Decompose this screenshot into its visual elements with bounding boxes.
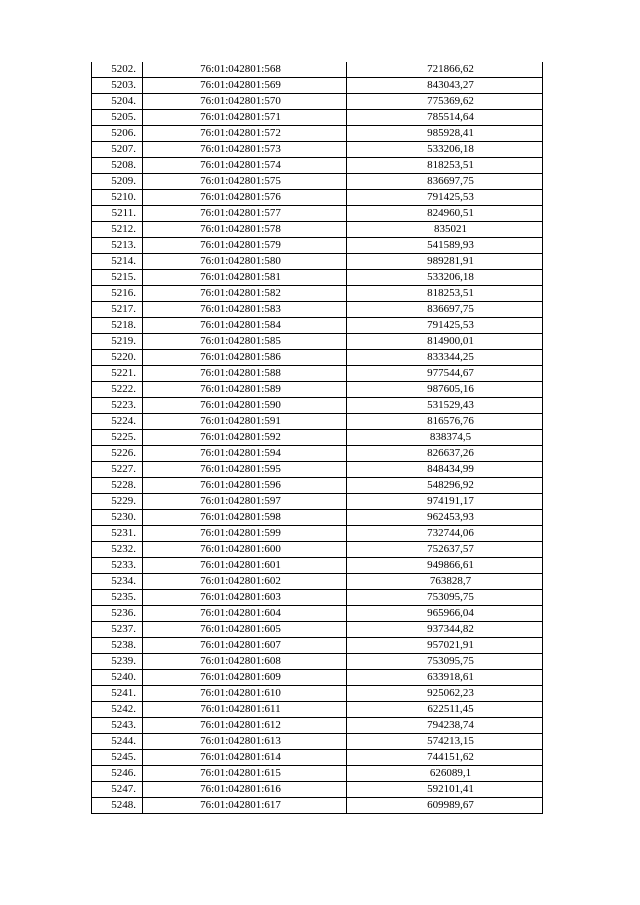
row-number-cell: 5216.: [92, 286, 143, 302]
row-number-cell: 5207.: [92, 142, 143, 158]
table-row: [92, 350, 543, 366]
row-number-cell: 5239.: [92, 654, 143, 670]
value-cell: 622511,45: [347, 702, 543, 718]
row-number-cell: 5242.: [92, 702, 143, 718]
cadastral-number-cell: 76:01:042801:607: [143, 638, 347, 654]
row-number-cell: 5218.: [92, 318, 143, 334]
value-cell: 533206,18: [347, 142, 543, 158]
cadastral-number-cell: 76:01:042801:603: [143, 590, 347, 606]
table-row: [92, 766, 543, 782]
row-number-cell: 5222.: [92, 382, 143, 398]
table-row: [92, 270, 543, 286]
row-number-cell: 5205.: [92, 110, 143, 126]
value-cell: 609989,67: [347, 798, 543, 814]
value-cell: 633918,61: [347, 670, 543, 686]
cadastral-number-cell: 76:01:042801:594: [143, 446, 347, 462]
value-cell: 574213,15: [347, 734, 543, 750]
value-cell: 533206,18: [347, 270, 543, 286]
table-row: [92, 638, 543, 654]
value-cell: 752637,57: [347, 542, 543, 558]
table-row: [92, 190, 543, 206]
cadastral-number-cell: 76:01:042801:604: [143, 606, 347, 622]
cadastral-number-cell: 76:01:042801:576: [143, 190, 347, 206]
table-row: [92, 110, 543, 126]
cadastral-number-cell: 76:01:042801:572: [143, 126, 347, 142]
cadastral-number-cell: 76:01:042801:612: [143, 718, 347, 734]
table-row: [92, 606, 543, 622]
value-cell: 833344,25: [347, 350, 543, 366]
value-cell: 791425,53: [347, 190, 543, 206]
row-number-cell: 5208.: [92, 158, 143, 174]
row-number-cell: 5236.: [92, 606, 143, 622]
row-number-cell: 5204.: [92, 94, 143, 110]
value-cell: 989281,91: [347, 254, 543, 270]
value-cell: 962453,93: [347, 510, 543, 526]
table-row: [92, 622, 543, 638]
row-number-cell: 5246.: [92, 766, 143, 782]
value-cell: 838374,5: [347, 430, 543, 446]
row-number-cell: 5209.: [92, 174, 143, 190]
value-cell: 843043,27: [347, 78, 543, 94]
row-number-cell: 5244.: [92, 734, 143, 750]
value-cell: 985928,41: [347, 126, 543, 142]
table-row: [92, 158, 543, 174]
cadastral-number-cell: 76:01:042801:578: [143, 222, 347, 238]
table-row: [92, 750, 543, 766]
value-cell: 977544,67: [347, 366, 543, 382]
table-row: [92, 462, 543, 478]
cadastral-number-cell: 76:01:042801:575: [143, 174, 347, 190]
value-cell: 592101,41: [347, 782, 543, 798]
table-row: [92, 254, 543, 270]
table-row: [92, 510, 543, 526]
row-number-cell: 5243.: [92, 718, 143, 734]
cadastral-number-cell: 76:01:042801:608: [143, 654, 347, 670]
row-number-cell: 5225.: [92, 430, 143, 446]
value-cell: 836697,75: [347, 174, 543, 190]
cadastral-number-cell: 76:01:042801:602: [143, 574, 347, 590]
row-number-cell: 5231.: [92, 526, 143, 542]
row-number-cell: 5221.: [92, 366, 143, 382]
value-cell: 925062,23: [347, 686, 543, 702]
table-row: [92, 382, 543, 398]
table-row: [92, 590, 543, 606]
table-row: [92, 398, 543, 414]
table-row: [92, 302, 543, 318]
row-number-cell: 5203.: [92, 78, 143, 94]
table-row: [92, 318, 543, 334]
table-row: [92, 574, 543, 590]
table-row: [92, 702, 543, 718]
table-row: [92, 126, 543, 142]
cadastral-number-cell: 76:01:042801:588: [143, 366, 347, 382]
row-number-cell: 5240.: [92, 670, 143, 686]
value-cell: 937344,82: [347, 622, 543, 638]
row-number-cell: 5238.: [92, 638, 143, 654]
row-number-cell: 5212.: [92, 222, 143, 238]
value-cell: 965966,04: [347, 606, 543, 622]
cadastral-number-cell: 76:01:042801:609: [143, 670, 347, 686]
row-number-cell: 5206.: [92, 126, 143, 142]
row-number-cell: 5214.: [92, 254, 143, 270]
row-number-cell: 5229.: [92, 494, 143, 510]
value-cell: 987605,16: [347, 382, 543, 398]
row-number-cell: 5227.: [92, 462, 143, 478]
table-row: [92, 734, 543, 750]
row-number-cell: 5226.: [92, 446, 143, 462]
row-number-cell: 5247.: [92, 782, 143, 798]
table-row: [92, 174, 543, 190]
value-cell: 753095,75: [347, 654, 543, 670]
value-cell: 818253,51: [347, 286, 543, 302]
table-row: [92, 654, 543, 670]
row-number-cell: 5217.: [92, 302, 143, 318]
value-cell: 775369,62: [347, 94, 543, 110]
row-number-cell: 5215.: [92, 270, 143, 286]
table-row: [92, 718, 543, 734]
table-row: [92, 798, 543, 814]
cadastral-number-cell: 76:01:042801:599: [143, 526, 347, 542]
cadastral-number-cell: 76:01:042801:592: [143, 430, 347, 446]
table-row: [92, 206, 543, 222]
table-row: [92, 334, 543, 350]
row-number-cell: 5228.: [92, 478, 143, 494]
table-row: [92, 286, 543, 302]
cadastral-number-cell: 76:01:042801:581: [143, 270, 347, 286]
row-number-cell: 5235.: [92, 590, 143, 606]
cadastral-value-table: [91, 62, 543, 814]
table-row: [92, 446, 543, 462]
table-row: [92, 94, 543, 110]
cadastral-number-cell: 76:01:042801:613: [143, 734, 347, 750]
value-cell: 791425,53: [347, 318, 543, 334]
row-number-cell: 5233.: [92, 558, 143, 574]
value-cell: 949866,61: [347, 558, 543, 574]
value-cell: 794238,74: [347, 718, 543, 734]
table-row: [92, 78, 543, 94]
table-row: [92, 494, 543, 510]
table-row: [92, 222, 543, 238]
table-row: [92, 366, 543, 382]
cadastral-number-cell: 76:01:042801:577: [143, 206, 347, 222]
value-cell: 814900,01: [347, 334, 543, 350]
value-cell: 816576,76: [347, 414, 543, 430]
value-cell: 835021: [347, 222, 543, 238]
row-number-cell: 5232.: [92, 542, 143, 558]
value-cell: 721866,62: [347, 62, 543, 78]
cadastral-number-cell: 76:01:042801:614: [143, 750, 347, 766]
row-number-cell: 5223.: [92, 398, 143, 414]
cadastral-number-cell: 76:01:042801:591: [143, 414, 347, 430]
table-row: [92, 526, 543, 542]
table-body: [92, 62, 543, 814]
cadastral-number-cell: 76:01:042801:585: [143, 334, 347, 350]
value-cell: 732744,06: [347, 526, 543, 542]
row-number-cell: 5224.: [92, 414, 143, 430]
row-number-cell: 5211.: [92, 206, 143, 222]
cadastral-number-cell: 76:01:042801:598: [143, 510, 347, 526]
cadastral-number-cell: 76:01:042801:600: [143, 542, 347, 558]
row-number-cell: 5202.: [92, 62, 143, 78]
value-cell: 974191,17: [347, 494, 543, 510]
value-cell: 836697,75: [347, 302, 543, 318]
value-cell: 744151,62: [347, 750, 543, 766]
cadastral-number-cell: 76:01:042801:574: [143, 158, 347, 174]
cadastral-number-cell: 76:01:042801:590: [143, 398, 347, 414]
cadastral-number-cell: 76:01:042801:579: [143, 238, 347, 254]
value-cell: 626089,1: [347, 766, 543, 782]
table-row: [92, 478, 543, 494]
row-number-cell: 5241.: [92, 686, 143, 702]
row-number-cell: 5234.: [92, 574, 143, 590]
value-cell: 548296,92: [347, 478, 543, 494]
row-number-cell: 5220.: [92, 350, 143, 366]
table-row: [92, 558, 543, 574]
cadastral-number-cell: 76:01:042801:584: [143, 318, 347, 334]
cadastral-number-cell: 76:01:042801:582: [143, 286, 347, 302]
row-number-cell: 5230.: [92, 510, 143, 526]
cadastral-number-cell: 76:01:042801:580: [143, 254, 347, 270]
value-cell: 753095,75: [347, 590, 543, 606]
value-cell: 824960,51: [347, 206, 543, 222]
table-row: [92, 430, 543, 446]
value-cell: 818253,51: [347, 158, 543, 174]
table-row: [92, 670, 543, 686]
value-cell: 785514,64: [347, 110, 543, 126]
cadastral-number-cell: 76:01:042801:615: [143, 766, 347, 782]
table-row: [92, 142, 543, 158]
cadastral-number-cell: 76:01:042801:586: [143, 350, 347, 366]
cadastral-number-cell: 76:01:042801:616: [143, 782, 347, 798]
value-cell: 763828,7: [347, 574, 543, 590]
row-number-cell: 5245.: [92, 750, 143, 766]
cadastral-number-cell: 76:01:042801:596: [143, 478, 347, 494]
table-row: [92, 686, 543, 702]
value-cell: 531529,43: [347, 398, 543, 414]
table-row: [92, 782, 543, 798]
cadastral-number-cell: 76:01:042801:571: [143, 110, 347, 126]
cadastral-number-cell: 76:01:042801:597: [143, 494, 347, 510]
cadastral-number-cell: 76:01:042801:605: [143, 622, 347, 638]
cadastral-number-cell: 76:01:042801:569: [143, 78, 347, 94]
cadastral-number-cell: 76:01:042801:573: [143, 142, 347, 158]
row-number-cell: 5219.: [92, 334, 143, 350]
cadastral-number-cell: 76:01:042801:570: [143, 94, 347, 110]
table-row: [92, 238, 543, 254]
cadastral-number-cell: 76:01:042801:583: [143, 302, 347, 318]
cadastral-number-cell: 76:01:042801:617: [143, 798, 347, 814]
cadastral-number-cell: 76:01:042801:595: [143, 462, 347, 478]
row-number-cell: 5248.: [92, 798, 143, 814]
table-row: [92, 62, 543, 78]
table-row: [92, 414, 543, 430]
table-row: [92, 542, 543, 558]
value-cell: 826637,26: [347, 446, 543, 462]
cadastral-number-cell: 76:01:042801:601: [143, 558, 347, 574]
cadastral-number-cell: 76:01:042801:611: [143, 702, 347, 718]
value-cell: 957021,91: [347, 638, 543, 654]
row-number-cell: 5213.: [92, 238, 143, 254]
row-number-cell: 5210.: [92, 190, 143, 206]
value-cell: 848434,99: [347, 462, 543, 478]
value-cell: 541589,93: [347, 238, 543, 254]
cadastral-number-cell: 76:01:042801:589: [143, 382, 347, 398]
cadastral-number-cell: 76:01:042801:568: [143, 62, 347, 78]
cadastral-number-cell: 76:01:042801:610: [143, 686, 347, 702]
row-number-cell: 5237.: [92, 622, 143, 638]
